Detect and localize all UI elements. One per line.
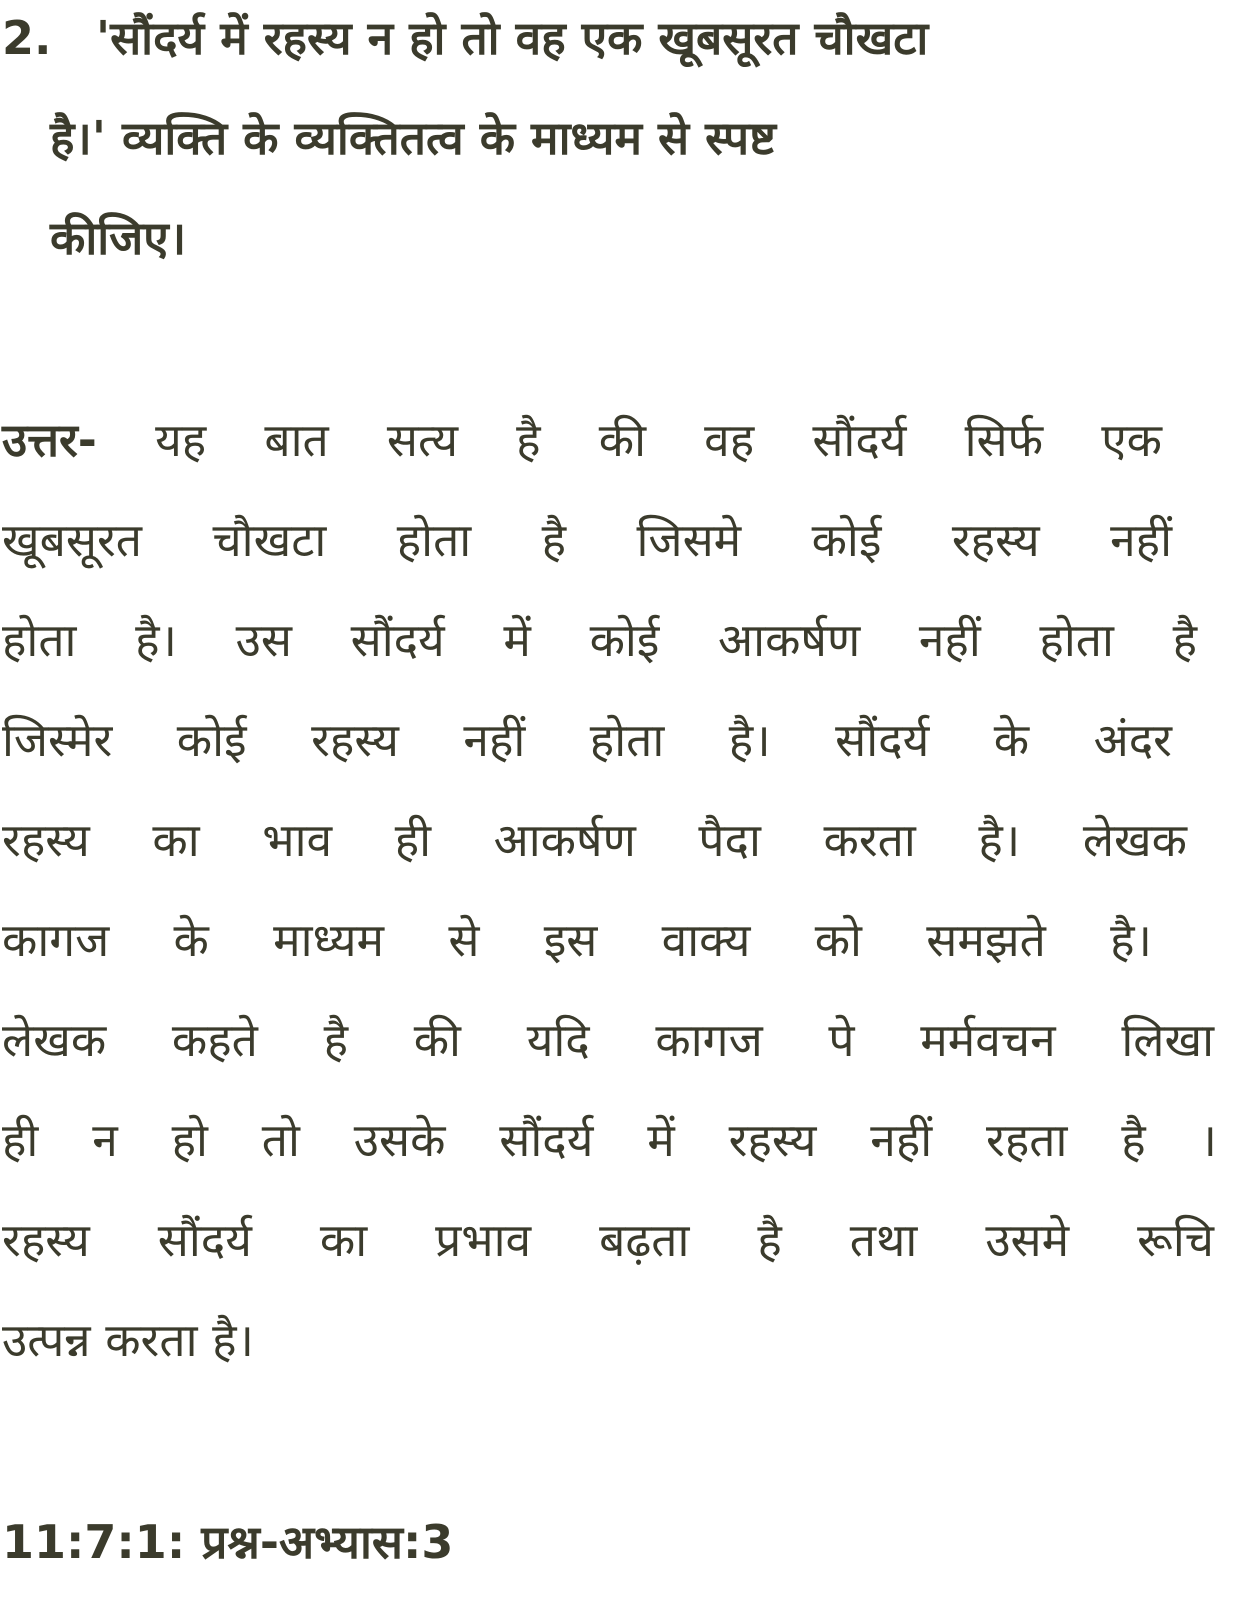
answer-line-10: उत्पन्न करता है। [2, 1313, 254, 1367]
answer-line-2: खूबसूरत चौखटा होता है जिसमे कोई रहस्य नहीं [2, 513, 1172, 567]
answer-line-6: कागज के माध्यम से इस वाक्य को समझते है। [2, 913, 1152, 967]
answer-line-8: ही न हो तो उसके सौंदर्य में रहस्य नहीं रहता है । [2, 1113, 1217, 1167]
answer-line-7: लेखक कहते है की यदि कागज पे मर्मवचन लिखा [2, 1013, 1214, 1067]
answer-line-1-text: यह बात सत्य है की वह सौंदर्य सिर्फ एक [155, 413, 1162, 467]
section-reference: 11:7:1: प्रश्न-अभ्यास:3 [2, 1515, 454, 1569]
answer-line-3: होता है। उस सौंदर्य में कोई आकर्षण नहीं होता है [2, 613, 1197, 667]
answer-line-5: रहस्य का भाव ही आकर्षण पैदा करता है। लेखक [2, 813, 1187, 867]
question-number: 2. [2, 11, 52, 65]
answer-line-1 [2, 410, 1162, 470]
answer-label: उत्तर- [2, 413, 97, 467]
question-line-3: कीजिए। [50, 211, 187, 265]
question-line-1: 'सौंदर्य में रहस्य न हो तो वह एक खूबसूरत चौखटा [96, 11, 929, 65]
answer-line-4: जिस्मेर कोई रहस्य नहीं होता है। सौंदर्य के अंदर [2, 713, 1172, 767]
answer-line-9: रहस्य सौंदर्य का प्रभाव बढ़ता है तथा उसमे रूचि [2, 1213, 1214, 1267]
question-line-2: है।' व्यक्ति के व्यक्तितत्व के माध्यम से स्पष्ट [50, 111, 776, 165]
